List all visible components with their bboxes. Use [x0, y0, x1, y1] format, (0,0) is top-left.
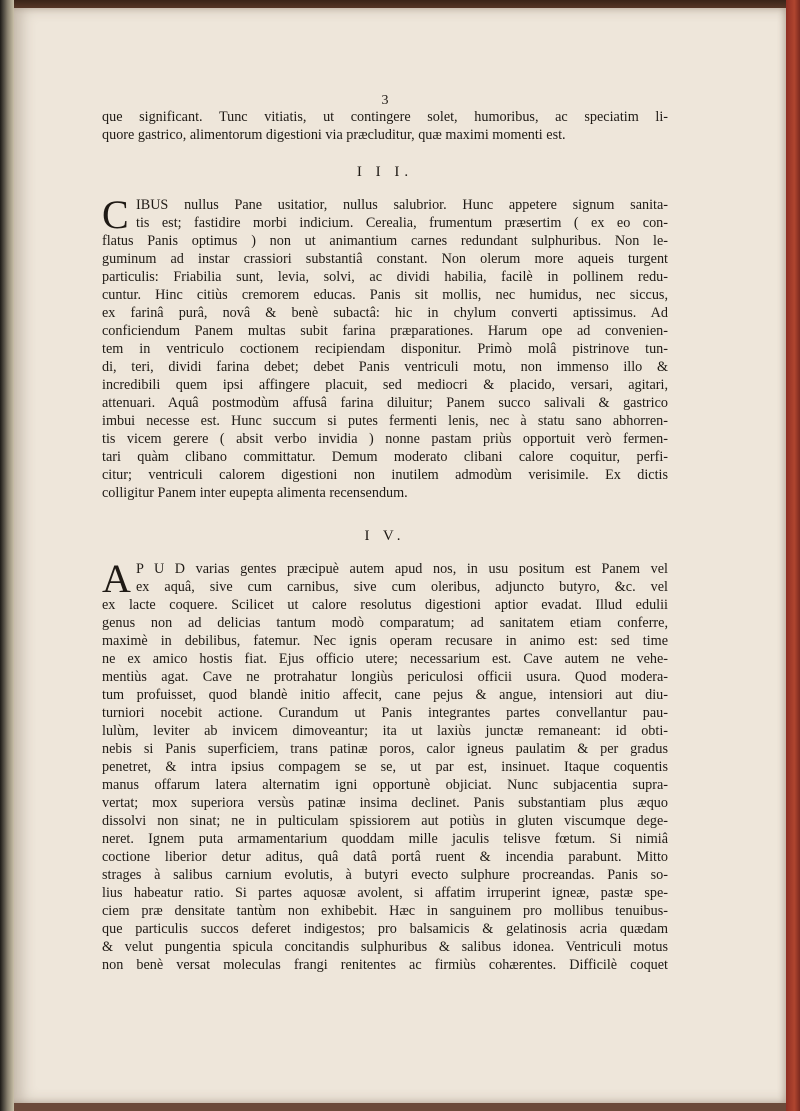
section-heading-iii: I I I. [356, 164, 414, 180]
text-line: cuntur. Hinc citiùs cremorem educas. Panis sit mollis, nec humidus, nec siccus, [102, 287, 668, 303]
text-line: IBUS nullus Pane usitatior, nullus salubrior. Hunc appetere signum sanita- [136, 197, 668, 213]
text-block [102, 94, 668, 974]
text-line: dissolvi non sinat; ne in pulticulam spissiorem aut potiùs in gluten viscumque dege- [102, 813, 668, 829]
text-line: ex aquâ, sive cum carnibus, sive cum oleribus, adjuncto butyro, &c. vel [136, 579, 668, 595]
book-edge-right [786, 0, 800, 1111]
text-line: tis est; fastidire morbi indicium. Cerealia, frumentum præsertim ( ex eo con- [136, 215, 668, 231]
text-line: quore gastrico, alimentorum digestioni via præcluditur, quæ maximi momenti est. [102, 127, 566, 143]
text-line: tis vicem gerere ( absit verbo invidia ) nonne pastam priùs opportuit verò fermen- [102, 431, 668, 447]
text-line: lius habeatur ratio. Si partes aquosæ avolent, si affatim irruperint igneæ, pastæ spe- [102, 885, 668, 901]
text-line: coctione liberior detur aditus, quâ datâ portâ ruent & incendia parabunt. Mitto [102, 849, 668, 865]
text-line: que significant. Tunc vitiatis, ut contingere solet, humoribus, ac speciatim li- [102, 109, 668, 125]
text-line: particulis: Friabilia sunt, levia, solvi, ac dividi habilia, facilè in pollinem redu- [102, 269, 668, 285]
text-line: attenuari. Aquâ postmodùm affusâ farina diluitur; Panem succo salivali & gastrico [102, 395, 668, 411]
intro-paragraph [102, 108, 668, 144]
text-line: & velut pungentia spicula concitandis sulphuribus & salibus idonea. Ventriculi motus [102, 939, 668, 955]
text-line: colligitur Panem inter eupepta alimenta recensendum. [102, 485, 408, 501]
drop-cap-c: C [102, 192, 129, 237]
text-line: ne ex amico hostis fiat. Ejus officio utere; necessarium est. Cave autem ne vehe- [102, 651, 668, 667]
text-line: citur; ventriculi calorem digestioni non inutilem admodùm verisimile. Ex dictis [102, 467, 668, 483]
text-line: strages à salibus carnium evolutis, à butyri evecto sulphure procreandas. Panis so- [102, 867, 668, 883]
text-line: penetret, & intra ipsius compagem se se, ut par est, insinuet. Itaque coquentis [102, 759, 668, 775]
section-heading-iv: I V. [364, 528, 406, 544]
book-binding-left [0, 0, 14, 1111]
text-line: vertat; mox superiora versùs patinæ insima declinet. Panis substantiam plus æquo [102, 795, 668, 811]
text-line: nebis si Panis superficiem, trans patinæ poros, calor igneus paulatim & per gradus [102, 741, 668, 757]
drop-cap-a: A [102, 556, 131, 601]
text-line: non benè versat moleculas frangi renitentes ac firmiùs cohærentes. Difficilè coquet [102, 957, 668, 973]
book-page [14, 8, 786, 1103]
section-iii-paragraph [102, 192, 668, 502]
text-line: turniori nocebit actione. Curandum ut Panis integrantes partes convellantur pau- [102, 705, 668, 721]
text-line: tum profuisset, quod blandè initio affecit, cane pejus & angue, intensiori aut diu- [102, 687, 668, 703]
text-line: P U D varias gentes præcipuè autem apud nos, in usu positum est Panem vel [136, 561, 668, 577]
text-line: flatus Panis optimus ) non ut animantium carnes redundant sulphuribus. Non le- [102, 233, 668, 249]
text-line: ex farinâ purâ, novâ & benè subactâ: hic in chylum converti aptissimus. Ad [102, 305, 668, 321]
text-line: maximè in debilibus, fatemur. Nec ignis operam recusare in animo est: sed time [102, 633, 668, 649]
text-line: incredibili quem ipsi affingere placuit, sed mediocri & placido, versari, agitari, [102, 377, 668, 393]
page-number: 3 [381, 93, 389, 108]
text-line: tari quàm clibano committatur. Demum moderato clibani calore coquitur, perfi- [102, 449, 668, 465]
text-line: ex lacte coquere. Scilicet ut calore resolutus digestioni aptior evadat. Illud edulii [102, 597, 668, 613]
text-line: genus non ad delicias tantum modò comparatum; ad sanitatem etiam conferre, [102, 615, 668, 631]
text-line: manus offarum latera alternatim igni opportunè objiciat. Nunc subjacentia supra- [102, 777, 668, 793]
text-line: imbui necesse est. Hunc succum si putes fermenti lenis, nec à statu sano abhorren- [102, 413, 668, 429]
text-line: ciem præ densitate tantùm non exhibebit. Hæc in sanguinem pro mollibus tenuibus- [102, 903, 668, 919]
text-line: conficiendum Panem multas subit farina præparationes. Harum ope ad convenien- [102, 323, 668, 339]
text-line: di, teri, dividi farina debet; debet Panis ventriculi motu, non immenso illo & [102, 359, 668, 375]
text-line: neret. Ignem puta armamentarium quoddam mille jaculis telisve fœtum. Si nimiâ [102, 831, 668, 847]
text-line: guminum ad instar crassiori substantiâ constant. Non olerum more aqueis turgent [102, 251, 668, 267]
text-line: mentiùs agat. Cave ne protrahatur longiùs periculosi officii usura. Quod modera- [102, 669, 668, 685]
text-line: tem in ventriculo coctionem recipiendam disponitur. Primò molâ pistrinove tun- [102, 341, 668, 357]
text-line: que particulis succos deferet indigestos; pro balsamicis & gelatinosis acria quædam [102, 921, 668, 937]
text-line: lulùm, leviter ab invicem dimoveantur; ita ut laxiùs junctæ remaneant: id obti- [102, 723, 668, 739]
section-iv-paragraph [102, 556, 668, 974]
